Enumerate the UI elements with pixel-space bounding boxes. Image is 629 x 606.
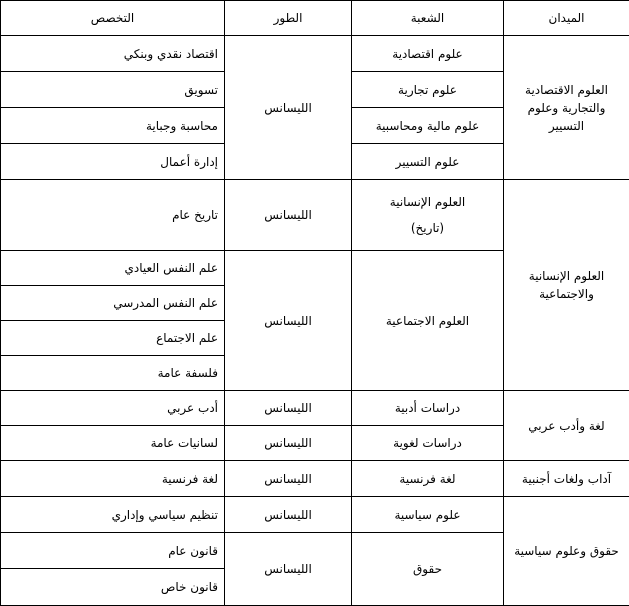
branch-cell: حقوق — [352, 533, 504, 606]
specialty-cell: علم الاجتماع — [1, 321, 225, 356]
stage-cell: الليسانس — [225, 391, 352, 426]
header-row — [1, 1, 629, 36]
branch-cell: علوم اقتصادية — [352, 36, 504, 72]
header-stage: الطور — [225, 1, 352, 36]
stage-cell: الليسانس — [225, 533, 352, 606]
specialty-cell: تنظيم سياسي وإداري — [1, 497, 225, 533]
header-branch: الشعبة — [352, 1, 504, 36]
specialty-cell: أدب عربي — [1, 391, 225, 426]
branch-cell: لغة فرنسية — [352, 461, 504, 497]
domain-cell: آداب ولغات أجنبية — [504, 461, 629, 497]
specialty-cell: تاريخ عام — [1, 180, 225, 251]
table-row — [1, 391, 629, 426]
table-row — [1, 36, 629, 72]
branch-cell: دراسات لغوية — [352, 426, 504, 461]
branch-cell: علوم تجارية — [352, 72, 504, 108]
table-row — [1, 180, 629, 251]
specialty-cell: محاسبة وجباية — [1, 108, 225, 144]
branch-cell: علوم سياسية — [352, 497, 504, 533]
branch-cell: العلوم الاجتماعية — [352, 251, 504, 391]
header-specialty: التخصص — [1, 1, 225, 36]
specialty-cell: قانون خاص — [1, 569, 225, 606]
table-row — [1, 497, 629, 533]
specialty-cell: قانون عام — [1, 533, 225, 569]
stage-cell: الليسانس — [225, 426, 352, 461]
branch-cell: دراسات أدبية — [352, 391, 504, 426]
domain-cell: العلوم الاقتصادية والتجارية وعلوم التسيير — [504, 36, 629, 180]
specialty-cell: لسانيات عامة — [1, 426, 225, 461]
domain-cell: العلوم الإنسانية والاجتماعية — [504, 180, 629, 391]
branch-cell: علوم مالية ومحاسبية — [352, 108, 504, 144]
branch-line: (تاريخ) — [410, 221, 445, 235]
specialty-cell: لغة فرنسية — [1, 461, 225, 497]
specialty-cell: إدارة أعمال — [1, 144, 225, 180]
specialty-cell: فلسفة عامة — [1, 356, 225, 391]
specialty-cell: تسويق — [1, 72, 225, 108]
specialty-cell: علم النفس العيادي — [1, 251, 225, 286]
branch-cell: علوم التسيير — [352, 144, 504, 180]
branch-line: العلوم الإنسانية — [389, 195, 466, 209]
stage-cell: الليسانس — [225, 497, 352, 533]
domain-cell: لغة وأدب عربي — [504, 391, 629, 461]
header-domain: الميدان — [504, 1, 629, 36]
stage-cell: الليسانس — [225, 461, 352, 497]
domain-cell: حقوق وعلوم سياسية — [504, 497, 629, 606]
stage-cell: الليسانس — [225, 36, 352, 180]
stage-cell: الليسانس — [225, 180, 352, 251]
table-row — [1, 461, 629, 497]
specialty-cell: علم النفس المدرسي — [1, 286, 225, 321]
branch-cell — [352, 180, 504, 251]
stage-cell: الليسانس — [225, 251, 352, 391]
specialty-cell: اقتصاد نقدي وبنكي — [1, 36, 225, 72]
